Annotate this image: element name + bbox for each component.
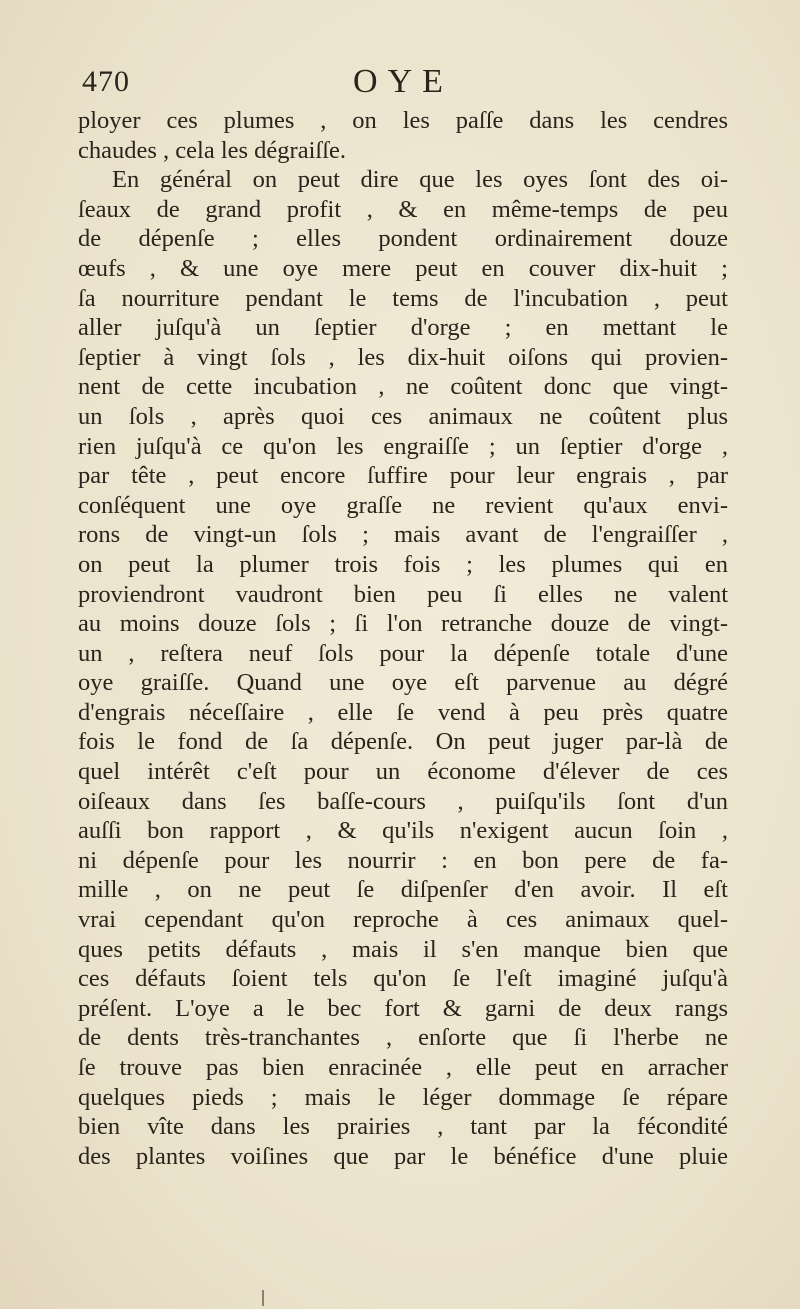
text-line: quelques pieds ; mais le léger dommage ſe répare (78, 1083, 728, 1111)
text-line: bien vîte dans les prairies , tant par la fécondité (78, 1113, 728, 1141)
text-line: vrai cependant qu'on reproche à ces animaux quel- (78, 906, 728, 934)
text-line: des plantes voiſines que par le bénéfice d'une pluie (78, 1142, 728, 1170)
text-line: ſeptier à vingt ſols , les dix-huit oiſons qui provien- (78, 343, 728, 371)
text-line: oiſeaux dans ſes baſſe-cours , puiſqu'ils ſont d'un (78, 787, 728, 815)
text-line: auſſi bon rapport , & qu'ils n'exigent aucun ſoin , (78, 817, 728, 845)
text-line: par tête , peut encore ſuffire pour leur engrais , par (78, 462, 728, 490)
text-line: fois le fond de ſa dépenſe. On peut juger par-là de (78, 728, 728, 756)
text-line: aller juſqu'à un ſeptier d'orge ; en mettant le (78, 314, 728, 342)
text-line: de dents très-tranchantes , enſorte que ſi l'herbe ne (78, 1024, 728, 1052)
text-line: ni dépenſe pour les nourrir : en bon pere de fa- (78, 846, 728, 874)
text-line: œufs , & une oye mere peut en couver dix-huit ; (78, 254, 728, 282)
text-line: préſent. L'oye a le bec fort & garni de deux rangs (78, 994, 728, 1022)
paragraph-first-line: En général on peut dire que les oyes ſont des oi- (112, 166, 728, 194)
running-head: OYE (353, 63, 453, 100)
text-line: ſa nourriture pendant le tems de l'incubation , peut (78, 284, 728, 312)
text-line: on peut la plumer trois fois ; les plumes qui en (78, 550, 728, 578)
page-number: 470 (82, 65, 130, 98)
text-line: ſeaux de grand profit , & en même-temps de peu (78, 195, 728, 223)
binding-mark (262, 1290, 264, 1306)
text-line: un , reſtera neuf ſols pour la dépenſe totale d'une (78, 639, 728, 667)
text-line: oye graiſſe. Quand une oye eſt parvenue au dégré (78, 669, 728, 697)
text-line: ques petits défauts , mais il s'en manque bien que (78, 935, 728, 963)
text-line: ployer ces plumes , on les paſſe dans les cendres (78, 107, 728, 134)
text-line: conſéquent une oye graſſe ne revient qu'aux envi- (78, 491, 728, 519)
text-line: ces défauts ſoient tels qu'on ſe l'eſt imaginé juſqu'à (78, 965, 728, 993)
text-line: au moins douze ſols ; ſi l'on retranche douze de vingt- (78, 610, 728, 638)
text-line: chaudes , cela les dégraiſſe. (78, 136, 347, 164)
text-line: proviendront vaudront bien peu ſi elles ne valent (78, 580, 728, 608)
text-line: rien juſqu'à ce qu'on les engraiſſe ; un ſeptier d'orge , (78, 432, 728, 460)
text-line: un ſols , après quoi ces animaux ne coûtent plus (78, 402, 728, 430)
body-text (78, 106, 728, 1171)
text-line: rons de vingt-un ſols ; mais avant de l'engraiſſer , (78, 521, 728, 549)
page-header (82, 62, 724, 102)
text-line: quel intérêt c'eſt pour un économe d'élever de ces (78, 758, 728, 786)
text-line: ſe trouve pas bien enracinée , elle peut en arracher (78, 1054, 728, 1081)
text-line: mille , on ne peut ſe diſpenſer d'en avoir. Il eſt (78, 876, 728, 904)
text-line: nent de cette incubation , ne coûtent donc que vingt- (78, 373, 728, 401)
text-line: d'engrais néceſſaire , elle ſe vend à peu près quatre (78, 698, 728, 726)
text-line: de dépenſe ; elles pondent ordinairement douze (78, 225, 728, 253)
